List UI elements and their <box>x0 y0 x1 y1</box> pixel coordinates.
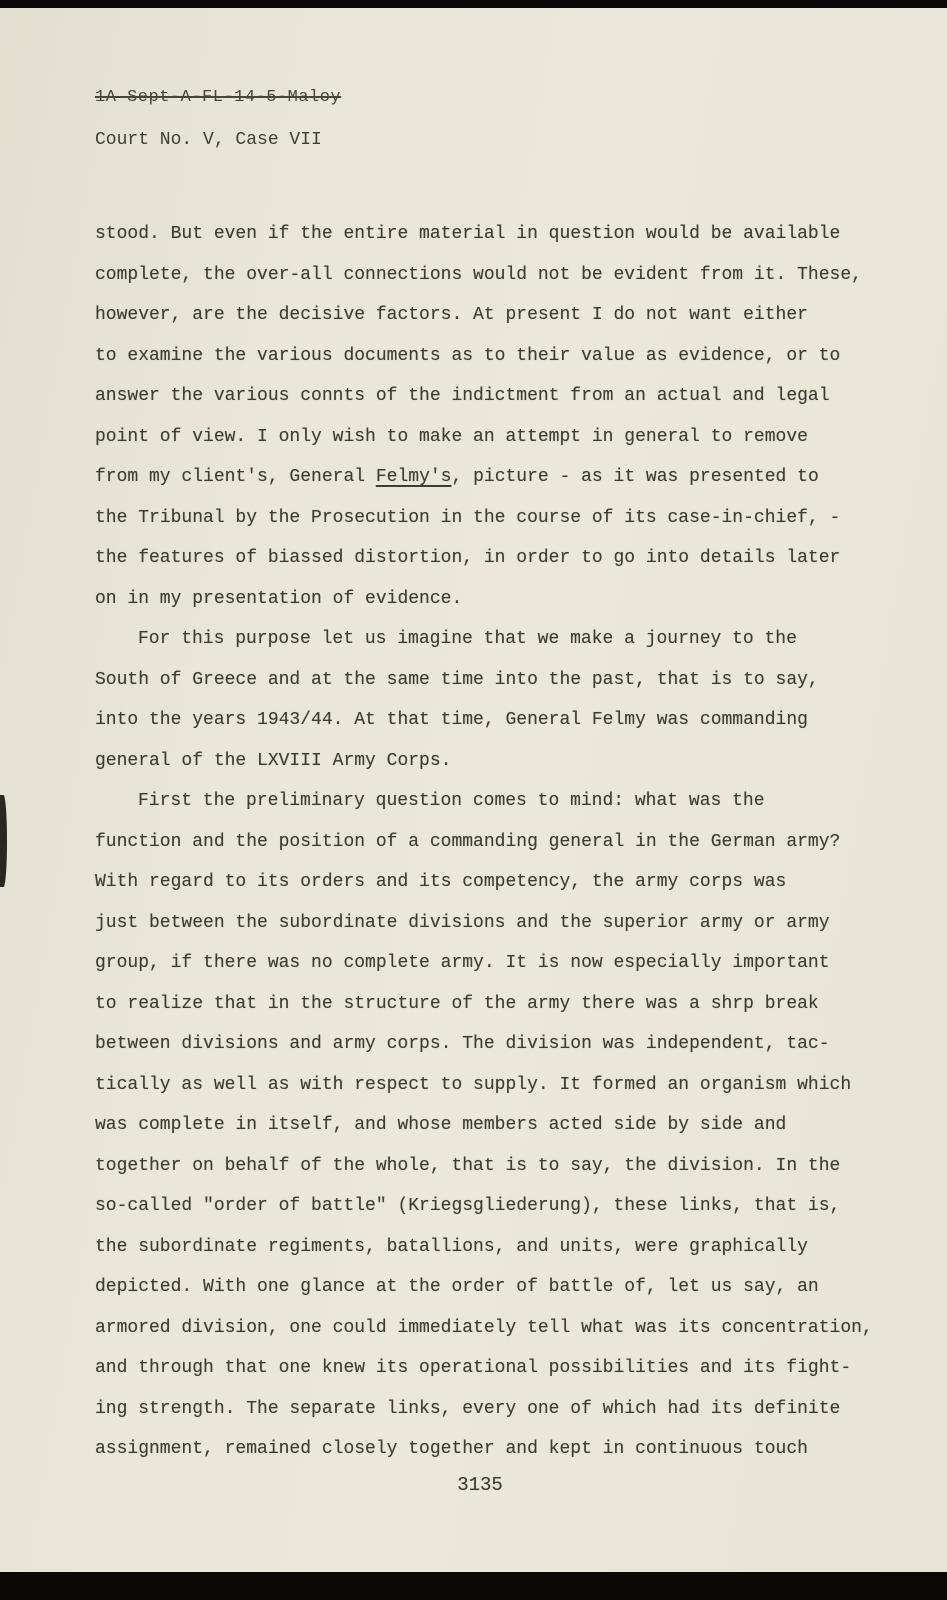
text-segment: For this purpose let us imagine that we make a journey to the <box>138 629 797 649</box>
text-segment: on in my presentation of evidence. <box>95 588 463 609</box>
text-line <box>95 619 865 660</box>
text-line <box>95 457 865 498</box>
text-segment: armored division, one could immediately tell what was its concentration, <box>95 1317 873 1338</box>
text-segment: to examine the various documents as to their value as evidence, or to <box>95 345 841 366</box>
text-line <box>95 1308 873 1349</box>
text-segment: however, are the decisive factors. At present I do not want either <box>95 305 808 325</box>
text-line <box>95 1348 865 1389</box>
text-segment: and through that one knew its operational possibilities and its fight- <box>95 1358 852 1378</box>
text-line <box>95 1146 865 1187</box>
text-segment: stood. But even if the entire material in question would be available <box>95 224 841 244</box>
text-segment: general of the LXVIII Army Corps. <box>95 750 452 771</box>
text-segment: complete, the over-all connections would not be evident from it. These, <box>95 264 862 285</box>
text-segment: First the preliminary question comes to mind: what was the <box>138 791 765 811</box>
text-segment: the features of biassed distortion, in order to go into details later <box>95 548 841 568</box>
text-line <box>95 255 865 296</box>
text-segment: so-called "order of battle" (Kriegsgliederung), these links, that is, <box>95 1196 841 1216</box>
text-segment: ing strength. The separate links, every one of which had its definite <box>95 1398 841 1419</box>
paper <box>0 8 947 1572</box>
text-segment: the subordinate regiments, batallions, and units, were graphically <box>95 1236 808 1257</box>
text-segment: answer the various connts of the indictment from an actual and legal <box>95 386 830 406</box>
document-body <box>95 214 873 1470</box>
text-segment: the Tribunal by the Prosecution in the course of its case-in-chief, - <box>95 507 841 528</box>
text-segment: just between the subordinate divisions and the superior army or army <box>95 912 830 933</box>
scan-artifact-left-edge <box>0 795 7 887</box>
header-note-struck: 1A Sept-A-FL-14-5-Maloy <box>95 88 342 107</box>
text-line <box>95 295 865 336</box>
text-line <box>95 1227 865 1268</box>
text-line <box>95 214 865 255</box>
text-line <box>95 903 865 944</box>
text-line <box>95 498 865 539</box>
text-line <box>95 660 865 701</box>
court-case-line: Court No. V, Case VII <box>95 130 322 150</box>
text-segment: , picture - as it was presented to <box>451 467 819 487</box>
text-line <box>95 1429 865 1470</box>
text-line <box>95 1389 865 1430</box>
text-line <box>95 1186 865 1227</box>
text-segment: group, if there was no complete army. It is now especially important <box>95 953 830 973</box>
text-line <box>95 943 865 984</box>
text-line <box>95 579 865 620</box>
text-line <box>95 822 865 863</box>
underlined-text: Felmy's <box>375 467 452 487</box>
text-segment: With regard to its orders and its competency, the army corps was <box>95 872 787 892</box>
text-line <box>95 741 865 782</box>
text-segment: to realize that in the structure of the army there was a shrp break <box>95 993 819 1014</box>
text-segment: between divisions and army corps. The division was independent, tac- <box>95 1034 830 1054</box>
text-line <box>95 862 865 903</box>
text-segment: tically as well as with respect to supply. It formed an organism which <box>95 1074 852 1095</box>
text-line <box>95 417 865 458</box>
page-number: 3135 <box>457 1473 503 1496</box>
text-line <box>95 538 865 579</box>
text-line <box>95 1024 865 1065</box>
text-line <box>95 984 865 1025</box>
scan-edge-top <box>0 0 947 8</box>
text-segment: from my client's, General <box>95 467 376 487</box>
text-segment: function and the position of a commanding general in the German army? <box>95 831 841 852</box>
text-segment: point of view. I only wish to make an attempt in general to remove <box>95 426 808 447</box>
text-line <box>95 1267 865 1308</box>
text-line <box>95 1065 865 1106</box>
text-line <box>95 1105 865 1146</box>
text-line <box>95 700 865 741</box>
text-line <box>95 336 865 377</box>
text-segment: was complete in itself, and whose members acted side by side and <box>95 1115 787 1135</box>
text-segment: into the years 1943/44. At that time, General Felmy was commanding <box>95 710 808 730</box>
scan-edge-bottom <box>0 1572 947 1600</box>
text-segment: South of Greece and at the same time into the past, that is to say, <box>95 669 819 690</box>
text-segment: depicted. With one glance at the order of battle of, let us say, an <box>95 1277 819 1297</box>
text-line <box>95 376 865 417</box>
text-line <box>95 781 865 822</box>
text-segment: together on behalf of the whole, that is to say, the division. In the <box>95 1155 841 1176</box>
text-segment: assignment, remained closely together and kept in continuous touch <box>95 1439 808 1459</box>
